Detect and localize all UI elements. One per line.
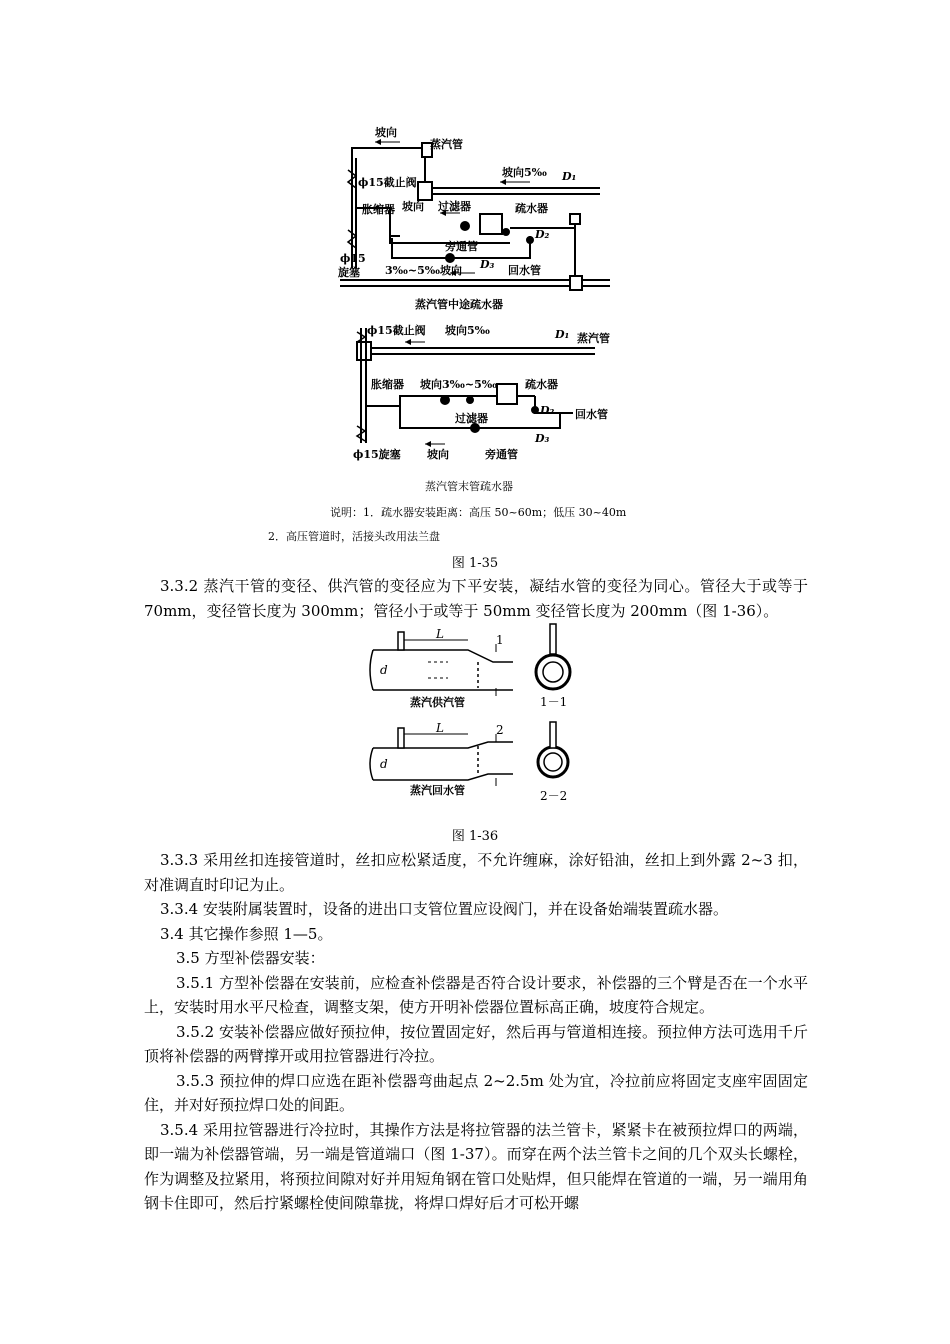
label-mark1: 1 — [496, 633, 504, 647]
paragraph-block-2 — [144, 848, 808, 1216]
label-bypass-2: 旁通管 — [485, 448, 518, 461]
label-steam-pipe-2: 蒸汽管 — [577, 332, 610, 345]
label-bypass: 旁通管 — [445, 240, 478, 253]
label-section2: 2－2 — [540, 789, 568, 803]
steam-trap-midrun-diagram — [330, 118, 620, 318]
label-plug: 旋塞 — [338, 266, 360, 279]
figure-note-1: 说明：1．疏水器安装距离：高压 50~60m；低压 30~40m — [330, 506, 627, 519]
paragraph: 3.3.3 采用丝扣连接管道时，丝扣应松紧适度，不允许缠麻，涂好铅油，丝扣上到外露 2~3 扣，对准调直时印记为止。 — [144, 851, 808, 894]
label-d1-2: D₁ — [555, 328, 570, 341]
label-filter: 过滤器 — [438, 200, 471, 213]
paragraph: 3.5.1 方型补偿器在安装前，应检查补偿器是否符合设计要求，补偿器的三个臂是否在一个水平上，安装时用水平尺检查，调整支架，使方开明补偿器位置标高正确，坡度符合规定。 — [144, 973, 808, 1016]
paragraph: 3.5.4 采用拉管器进行冷拉时，其操作方法是将拉管器的法兰管卡，紧紧卡在被预拉焊口的两端，即一端为补偿器管端，另一端是管道端口（图 1-37）。而穿在两个法兰管卡之间的几个双头长螺栓，作为调整及拉紧用，将预拉间隙对好并用短角钢在管口处贴焊，但只能焊在管道的一端，另一端用角钢卡住即可，然后拧紧螺栓使间隙靠拢，将焊口焊好后才可松开螺 — [144, 1120, 808, 1212]
label-d: d — [380, 663, 388, 677]
label-slope-5-2: 坡向5‰ — [445, 324, 490, 337]
label-L: L — [436, 627, 444, 641]
label-d2-2: D₂ — [540, 404, 555, 417]
paragraph: 3.5 方型补偿器安装： — [176, 949, 325, 967]
label-slope-range: 3‰~5‰坡向 — [385, 264, 462, 277]
label-slope2: 坡向 — [402, 200, 424, 213]
label-slope: 坡向 — [375, 126, 397, 139]
label-d2: D₂ — [535, 228, 550, 241]
label-slope-2: 坡向 — [427, 448, 449, 461]
figure-label-1-36: 图 1-36 — [451, 829, 499, 844]
label-steam-pipe: 蒸汽管 — [430, 138, 463, 151]
paragraph: 3.3.2 蒸汽干管的变径、供汽管的变径应为下平安装，凝结水管的变径为同心。管径大于或等于 70mm，变径管长度为 300mm；管径小于或等于 50mm 变径管长度为 200mm（图 1-36）。 — [144, 577, 808, 620]
label-slope-range-2: 坡向3‰~5‰ — [420, 378, 497, 391]
figure-note-2: 2．高压管道时，活接头改用法兰盘 — [268, 530, 440, 543]
paragraph: 3.5.2 安装补偿器应做好预拉伸，按位置固定好，然后再与管道相连接。预拉伸方法可选用千斤顶将补偿器的两臂撑开或用拉管器进行冷拉。 — [144, 1022, 808, 1065]
label-return: 蒸汽回水管 — [410, 784, 465, 797]
label-supply: 蒸汽供汽管 — [410, 696, 465, 709]
label-return-pipe-2: 回水管 — [575, 408, 608, 421]
label-stop-valve-2: ϕ15截止阀 — [367, 324, 426, 337]
label-d3: D₃ — [480, 258, 495, 271]
label-d2: d — [380, 757, 388, 771]
paragraph-block-1 — [144, 574, 808, 623]
label-phi15: ϕ15 — [340, 252, 366, 265]
paragraph: 3.4 其它操作参照 1—5。 — [160, 924, 333, 943]
label-trap: 疏水器 — [515, 202, 548, 215]
label-expansion: 胀缩器 — [362, 203, 395, 216]
paragraph: 3.5.3 预拉伸的焊口应选在距补偿器弯曲起点 2~2.5m 处为宜，冷拉前应将固定支座牢固固定住，并对好预拉焊口处的间距。 — [144, 1071, 808, 1114]
label-return-pipe: 回水管 — [508, 264, 541, 277]
label-slope-5: 坡向5‰ — [502, 166, 547, 179]
label-mark2: 2 — [496, 723, 504, 737]
diagram-title-midrun: 蒸汽管中途疏水器 — [415, 298, 503, 311]
label-section1: 1－1 — [540, 695, 568, 709]
steam-trap-end-diagram — [345, 318, 615, 493]
label-expansion-2: 胀缩器 — [371, 378, 404, 391]
paragraph: 3.3.4 安装附属装置时，设备的进出口支管位置应设阀门，并在设备始端装置疏水器。 — [160, 900, 728, 918]
label-stop-valve: ϕ15截止阀 — [358, 176, 417, 189]
diagram-title-end: 蒸汽管末管疏水器 — [425, 480, 513, 493]
reducer-diagram — [368, 622, 588, 812]
label-L2: L — [436, 721, 444, 735]
figure-label-1-35: 图 1-35 — [451, 556, 499, 571]
label-d1: D₁ — [562, 170, 577, 183]
label-d3-2: D₃ — [535, 432, 550, 445]
label-plug-2: ϕ15旋塞 — [353, 448, 401, 461]
label-trap-2: 疏水器 — [525, 378, 558, 391]
label-filter-2: 过滤器 — [455, 412, 488, 425]
